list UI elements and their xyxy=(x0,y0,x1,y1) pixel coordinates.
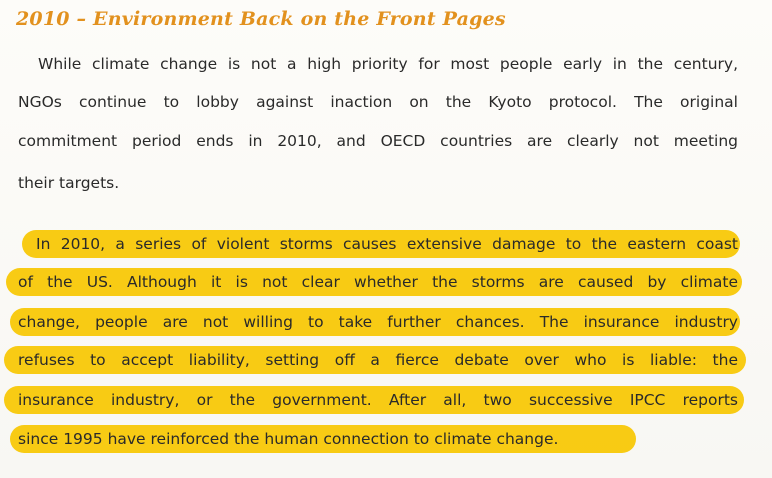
paragraph-line: While climate change is not a high priority for most people early in the century, xyxy=(38,55,738,73)
paragraph-line: since 1995 have reinforced the human connection to climate change. xyxy=(18,430,559,448)
paragraph-line: their targets. xyxy=(18,174,120,192)
paragraph-line: insurance industry, or the government. After all, two successive IPCC reports xyxy=(18,391,738,409)
paragraph-line: of the US. Although it is not clear whether the storms are caused by climate xyxy=(18,273,738,291)
paragraph-line: NGOs continue to lobby against inaction on the Kyoto protocol. The original xyxy=(18,93,738,111)
paragraph-line: refuses to accept liability, setting off a fierce debate over who is liable: the xyxy=(18,351,738,369)
paragraph-line: change, people are not willing to take further chances. The insurance industry xyxy=(18,313,738,331)
paragraph-line: In 2010, a series of violent storms causes extensive damage to the eastern coast xyxy=(36,235,738,253)
paragraph-line: commitment period ends in 2010, and OECD countries are clearly not meeting xyxy=(18,132,738,150)
section-heading: 2010 – Environment Back on the Front Pages xyxy=(16,8,506,30)
